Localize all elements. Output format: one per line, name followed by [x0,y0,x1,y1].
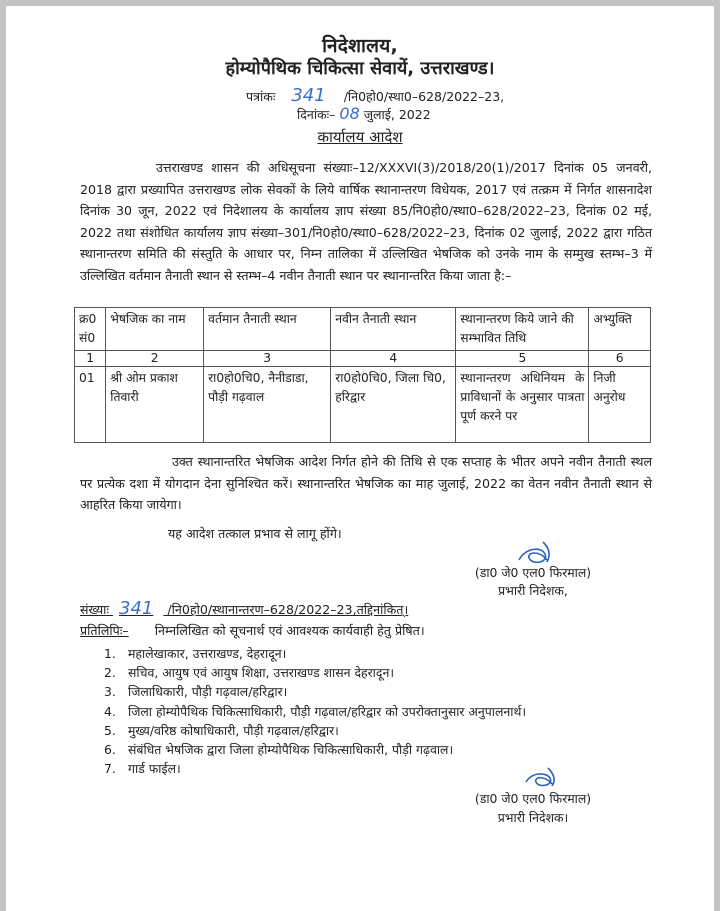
cell-name: श्री ओम प्रकाश तिवारी [106,367,204,443]
col-number: 5 [456,351,589,367]
dinank-label: दिनांकः– [297,107,336,122]
sankhya-reference: /नि0हो0/स्थानान्तरण–628/2022–23,तद्दिनांकित्। [167,602,409,617]
list-number: 3. [104,684,116,700]
patrank-label: पत्रांकः [246,89,276,104]
sankhya-handwritten-number: 341 [119,598,154,619]
list-item [104,644,526,663]
list-text: गार्ड फाईल। [128,761,181,777]
list-number: 4. [104,703,116,719]
joining-instructions-paragraph [80,451,652,516]
copy-list [104,644,526,778]
signatory-designation-1: प्रभारी निदेशक, [498,583,568,598]
effect-statement: यह आदेश तत्काल प्रभाव से लागू होंगे। [168,526,342,541]
list-item [104,682,526,701]
col-number: 6 [589,351,651,367]
table-row [75,367,651,443]
endorsement-reference [80,598,408,619]
header-current-posting: वर्तमान तैनाती स्थान [204,308,331,351]
list-text: मुख्य/वरिष्ठ कोषाधिकारी, पौड़ी गढ़वाल/हरिद्वार। [128,722,339,738]
cell-remarks: निजी अनुरोध [589,367,651,443]
dinank-line [297,104,431,123]
patrank-handwritten-number: 341 [291,85,326,106]
list-item [104,663,526,682]
table-column-number-row [75,351,651,367]
dinank-handwritten-day: 08 [339,104,360,123]
pratilipi-label: प्रतिलिपिः– [80,623,129,638]
list-number: 2. [104,665,116,681]
header-sr: क्र0 सं0 [75,308,106,351]
list-number: 1. [104,646,116,661]
signatory-name-2: (डा0 जे0 एल0 फिरमाल) [474,791,592,806]
header-name: भेषजिक का नाम [106,308,204,351]
list-text: महालेखाकार, उत्तराखण्ड, देहरादून। [128,646,287,661]
list-number: 7. [104,761,116,777]
list-text: संबंधित भेषजिक द्वारा जिला होम्योपैथिक चिकित्साधिकारी, पौड़ी गढ़वाल। [128,742,454,758]
list-text: सचिव, आयुष एवं आयुष शिक्षा, उत्तराखण्ड शासन देहरादून। [128,665,395,681]
col-number: 3 [204,351,331,367]
list-item [104,721,526,740]
col-number: 2 [106,351,204,367]
sankhya-label: संख्याः [80,602,109,617]
patrank-reference: /नि0हो0/स्था0–628/2022–23, [343,89,505,104]
table-header-row [75,308,651,351]
cell-sr: 01 [75,367,106,443]
col-number: 1 [75,351,106,367]
cell-probable-date: स्थानान्तरण अधिनियम के प्राविधानों के अनुसार पात्रता पूर्ण करने पर [456,367,589,443]
pratilipi-line [80,622,425,639]
intro-paragraph [80,157,652,287]
transfer-table [74,307,651,443]
intro-paragraph-text: उत्तराखण्ड शासन की अधिसूचना संख्याः–12/XXXVI(3)/2018/20(1)/2017 दिनांक 05 जनवरी, 2018 द्वारा प्रख्यापित उत्तराखण्ड लोक सेवकों के लिये वार्षिक स्थानान्तरण विधेयक, 2017 एवं तत्क्रम में निर्गत शासनादेश दिनांक 30 जून, 2022 एवं निदेशालय के कार्यालय ज्ञाप संख्या 85/नि0हो0/स्था0–628/2022–23, दिनांक 02 मई, 2022 तथा संशोधित कार्यालय ज्ञाप संख्या–301/नि0हो0/स्था0–628/2022–23, दिनांक 02 जुलाई, 2022 द्वारा गठित स्थानान्तरण समिति की संस्तुति के आधार पर, निम्न तालिका में उल्लिखित भेषजिक को उनके नाम के सम्मुख स्तम्भ–3 में उल्लिखित वर्तमान तैनाती स्थान से स्तम्भ–4 नवीन तैनाती स्थान पर स्थानान्तरित किया जाता है:– [80,160,652,283]
list-number: 6. [104,742,116,758]
list-item [104,740,526,759]
header-remarks: अभ्युक्ति [589,308,651,351]
col-number: 4 [331,351,456,367]
list-item [104,702,526,721]
dinank-month-year: जुलाई, 2022 [363,107,431,122]
signatory-designation-2: प्रभारी निदेशक। [497,810,569,825]
department-title: होम्योपैथिक चिकित्सा सेवायें, उत्तराखण्ड। [225,58,495,79]
cell-new-posting: रा0हो0चि0, जिला चि0, हरिद्वार [331,367,456,443]
joining-instructions-text: उक्त स्थानान्तरित भेषजिक आदेश निर्गत होने की तिथि से एक सप्ताह के भीतर अपने नवीन तैनाती स्थल पर प्रत्येक दशा में योगदान देना सुनिश्चित करें। स्थानान्तरित भेषजिक का माह जुलाई, 2022 का वेतन नवीन तैनाती स्थान से आहरित किया जायेगा। [80,454,652,513]
signatory-name-1: (डा0 जे0 एल0 फिरमाल) [474,565,592,580]
header-new-posting: नवीन तैनाती स्थान [331,308,456,351]
list-text: जिला होम्योपैथिक चिकित्साधिकारी, पौड़ी गढ़वाल/हरिद्वार को उपरोक्तानुसार अनुपालनार्थ। [128,703,527,719]
list-number: 5. [104,722,116,738]
order-title: कार्यालय आदेश [317,128,403,146]
pratilipi-text: निम्नलिखित को सूचनार्थ एवं आवश्यक कार्यवाही हेतु प्रेषित। [154,623,425,638]
list-text: जिलाधिकारी, पौड़ी गढ़वाल/हरिद्वार। [128,684,288,700]
list-item [104,759,526,778]
header-probable-date: स्थानान्तरण किये जाने की सम्भावित तिथि [456,308,589,351]
patrank-line [246,85,504,106]
cell-current-posting: रा0हो0चि0, नैनीडाडा, पौड़ी गढ़वाल [204,367,331,443]
directorate-title: निदेशालय, [322,35,398,57]
